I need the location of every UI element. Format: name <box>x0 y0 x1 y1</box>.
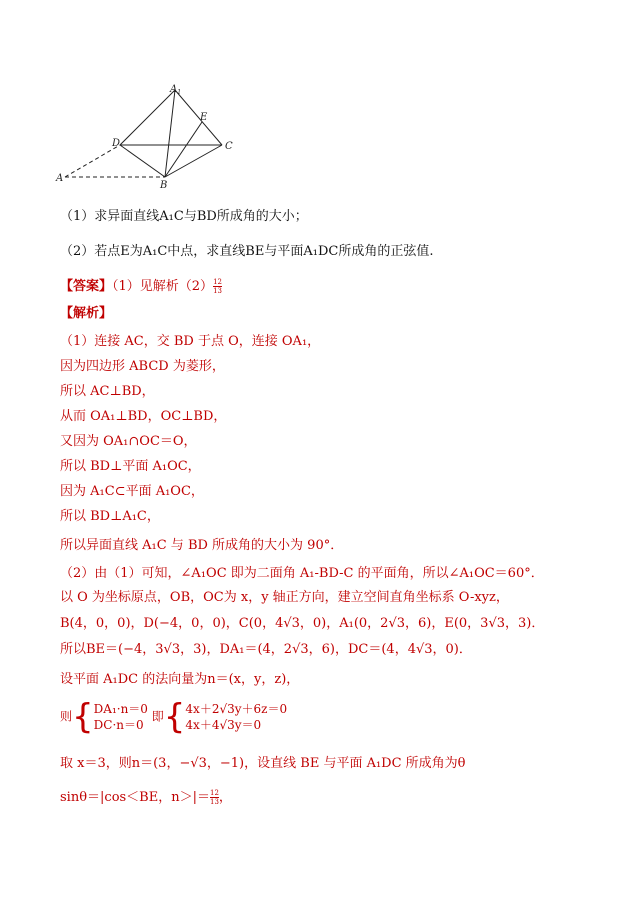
brace-left: { <box>72 697 94 737</box>
solution-line: 所以 BD⊥A₁C， <box>60 509 160 524</box>
solution-line: 因为四边形 ABCD 为菱形， <box>60 359 225 374</box>
edge-bc <box>165 145 222 177</box>
label-e: E <box>200 112 208 123</box>
solution-line: 以 O 为坐标原点，OB，OC为 x，y 轴正方向，建立空间直角坐标系 O-xyz， <box>60 590 509 605</box>
answer-label: 【答案】 <box>60 279 113 294</box>
label-b: B <box>160 180 168 191</box>
sin-line <box>60 786 232 806</box>
solution-line: 取 x＝3，则n＝(3，−√3，−1)，设直线 BE 与平面 A₁DC 所成角为θ <box>60 756 466 771</box>
label-d: D <box>112 138 121 149</box>
edge-ad-dashed <box>65 145 120 177</box>
question-2: （2）若点E为A₁C中点，求直线BE与平面A₁DC所成角的正弦值. <box>60 244 434 259</box>
brace-right: { <box>163 697 186 737</box>
solution-line: 所以 BD⊥平面 A₁OC， <box>60 459 201 474</box>
sin-tail: ， <box>218 790 232 805</box>
sin-text: sinθ＝|cos＜BE，n＞|＝ <box>60 790 210 805</box>
equation-system <box>60 697 288 737</box>
equation-3: 4x＋2√3y＋6z＝0 <box>185 702 288 716</box>
solution-line: 设平面 A₁DC 的法向量为n＝(x，y，z)， <box>60 672 300 687</box>
analysis-label: 【解析】 <box>60 306 113 321</box>
question-1: （1）求异面直线A₁C与BD所成角的大小； <box>60 209 308 224</box>
equation-1: DA₁·n＝0 <box>93 702 148 716</box>
solution-line: B(4，0，0)，D(−4，0，0)，C(0，4√3，0)，A₁(0，2√3，6)，E(0，3√3，3)． <box>60 616 545 631</box>
edge-a1c <box>175 90 222 145</box>
label-a: A <box>56 173 64 184</box>
solution-line: 所以BE＝(−4，3√3，3)，DA₁＝(4，2√3，6)，DC＝(4，4√3，0)． <box>60 642 472 657</box>
equation-2: DC·n＝0 <box>93 718 144 732</box>
solution-line: （2）由（1）可知，∠A₁OC 即为二面角 A₁-BD-C 的平面角，所以∠A₁OC＝60°． <box>60 566 544 581</box>
edge-db <box>120 145 165 177</box>
solution-line: 所以异面直线 A₁C 与 BD 所成角的大小为 90°． <box>60 538 344 553</box>
system-mid: 即 <box>151 709 164 724</box>
solution-line: 所以 AC⊥BD， <box>60 384 155 399</box>
answer-fraction: $\frac{12}{13}$ <box>213 278 222 295</box>
edge-a1d <box>120 90 175 145</box>
solution-line: 从而 OA₁⊥BD，OC⊥BD， <box>60 409 227 424</box>
label-c: C <box>225 141 233 152</box>
solution-line: 因为 A₁C⊂平面 A₁OC， <box>60 484 204 499</box>
label-a1: $A_1$ <box>170 84 182 96</box>
solution-line: （1）连接 AC，交 BD 于点 O，连接 OA₁， <box>60 334 321 349</box>
system-prefix: 则 <box>60 709 73 724</box>
answer-line <box>60 275 222 295</box>
equation-4: 4x＋4√3y＝0 <box>185 718 262 732</box>
sin-fraction: $\frac{12}{13}$ <box>209 789 219 806</box>
answer-text: （1）见解析（2） <box>112 279 214 294</box>
solution-line: 又因为 OA₁∩OC＝O， <box>60 434 197 449</box>
pyramid-figure <box>50 80 250 195</box>
